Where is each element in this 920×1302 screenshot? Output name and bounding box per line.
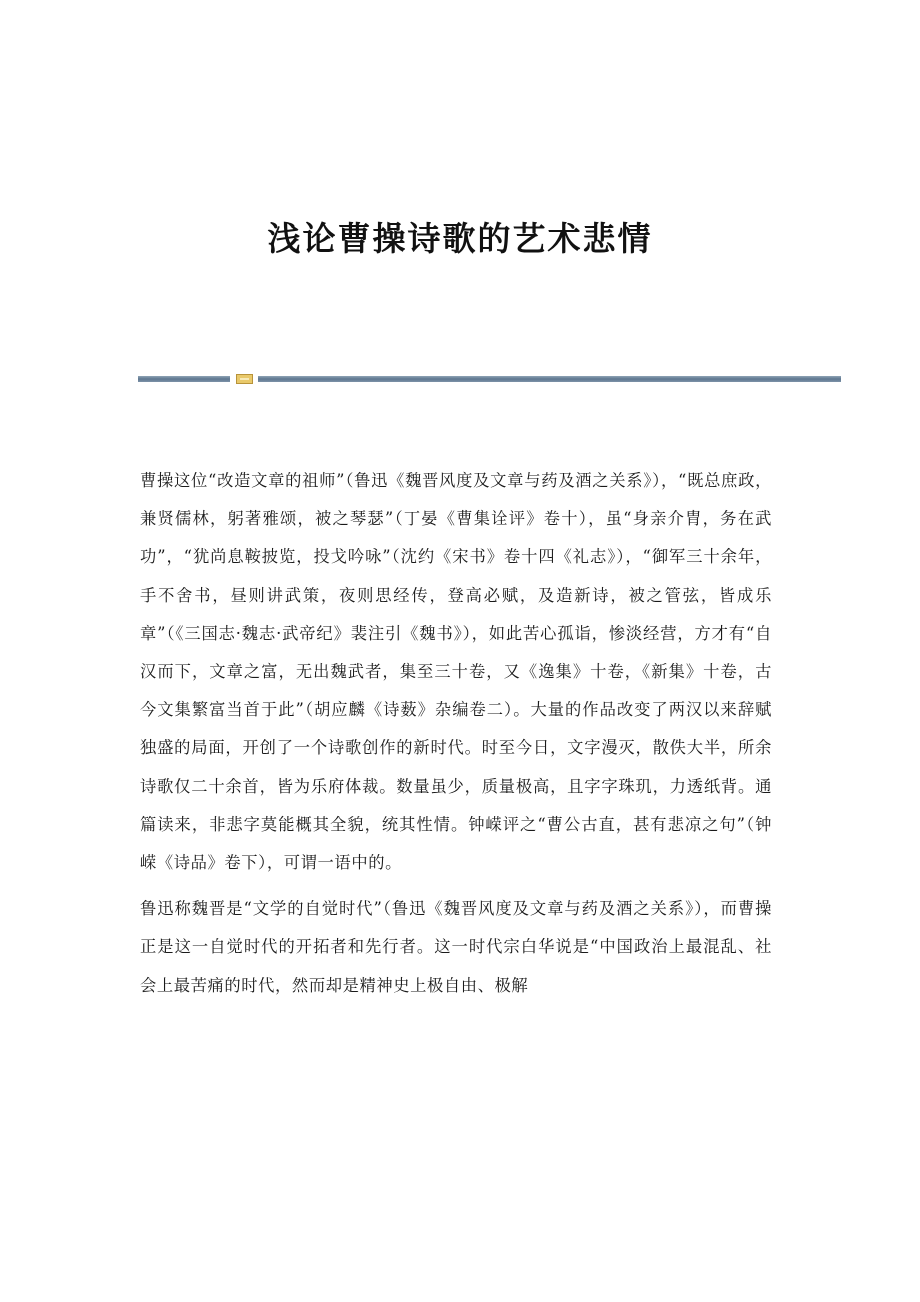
document-title: 浅论曹操诗歌的艺术悲情 [267,219,653,258]
divider-bar-right [258,376,841,382]
divider-ornament-icon [236,374,253,384]
title-divider [138,374,841,384]
divider-bar-left [138,376,230,382]
paragraph-2: 鲁迅称魏晋是“文学的自觉时代”（鲁迅《魏晋风度及文章与药及酒之关系》），而曹操正是这一自觉时代的开拓者和先行者。这一时代宗白华说是“中国政治上最混乱、社会上最苦痛的时代，然而却是精神史上极自由、极解 [140,899,772,995]
paragraph-1: 曹操这位“改造文章的祖师”（鲁迅《魏晋风度及文章与药及酒之关系》），“既总庶政，兼贤儒林，躬著雅颂，被之琴瑟”（丁晏《曹集诠评》卷十），虽“身亲介胄，务在武功”，“犹尚息鞍披览，投戈吟咏”（沈约《宋书》卷十四《礼志》），“御军三十余年，手不舍书，昼则讲武策，夜则思经传，登高必赋，及造新诗，被之管弦，皆成乐章”（《三国志·魏志·武帝纪》裴注引《魏书》），如此苦心孤诣，惨淡经营，方才有“自汉而下，文章之富，无出魏武者，集至三十卷，又《逸集》十卷，《新集》十卷，古今文集繁富当首于此”（胡应麟《诗薮》杂编卷二）。大量的作品改变了两汉以来辞赋独盛的局面，开创了一个诗歌创作的新时代。时至今日，文字漫灭，散佚大半，所余诗歌仅二十余首，皆为乐府体裁。数量虽少，质量极高，且字字珠玑，力透纸背。通篇读来，非悲字莫能概其全貌，统其性情。钟嵘评之“曹公古直，甚有悲凉之句”（钟嵘《诗品》卷下），可谓一语中的。 [140,471,772,873]
document-body [140,462,772,1005]
